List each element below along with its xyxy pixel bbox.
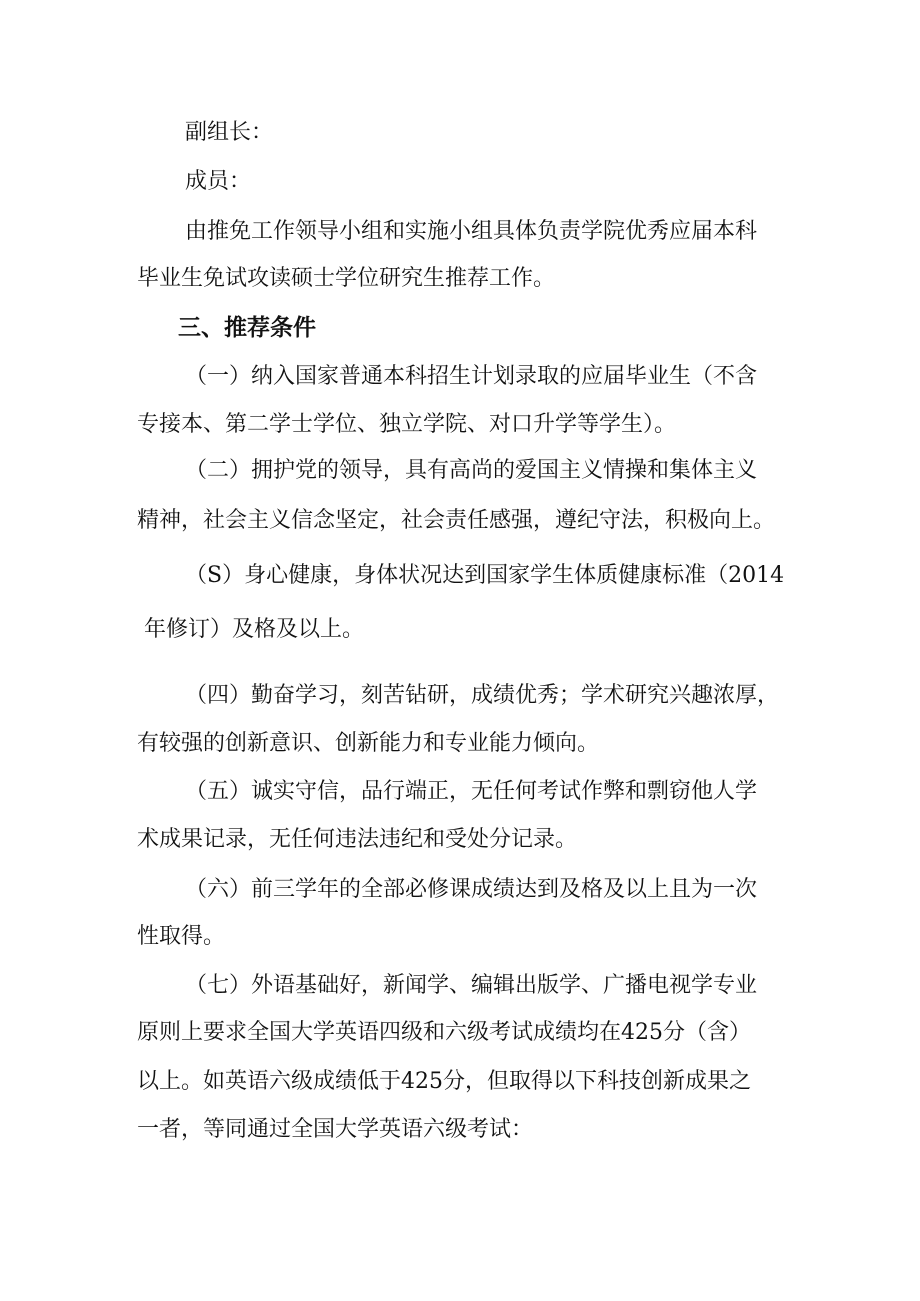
paragraph-line: （四）勤奋学习，刻苦钻研，成绩优秀；学术研究兴趣浓厚， (185, 683, 780, 708)
paragraph-line: （S）身心健康，身体状况达到国家学生体质健康标准（2014 (185, 563, 785, 588)
paragraph-line: 毕业生免试攻读硕士学位研究生推荐工作。 (137, 266, 556, 291)
paragraph-line: （五）诚实守信，品行端正，无任何考试作弊和剽窃他人学 (185, 779, 758, 804)
paragraph-line: （二）拥护党的领导，具有高尚的爱国主义情操和集体主义 (185, 458, 758, 483)
paragraph-line: 一者，等同通过全国大学英语六级考试： (137, 1117, 534, 1142)
members-label: 成员： (185, 169, 252, 194)
paragraph-line: 精神，社会主义信念坚定，社会责任感强，遵纪守法，积极向上。 (137, 508, 776, 533)
paragraph-line: 由推免工作领导小组和实施小组具体负责学院优秀应届本科 (185, 219, 758, 244)
paragraph-line: （一）纳入国家普通本科招生计划录取的应届毕业生（不含 (185, 364, 758, 389)
paragraph-line: 以上。如英语六级成绩低于425分，但取得以下科技创新成果之 (137, 1069, 751, 1094)
paragraph-line: 有较强的创新意识、创新能力和专业能力倾向。 (137, 731, 600, 756)
paragraph-line: 性取得。 (137, 924, 226, 949)
paragraph-line: 原则上要求全国大学英语四级和六级考试成绩均在425分（含） (137, 1020, 751, 1045)
paragraph-line: 年修订）及格及以上。 (144, 617, 365, 642)
paragraph-line: 术成果记录，无任何违法违纪和受处分记录。 (137, 827, 578, 852)
paragraph-line: （七）外语基础好，新闻学、编辑出版学、广播电视学专业 (185, 973, 758, 998)
section-heading: 三、推荐条件 (178, 315, 316, 341)
vice-leader-label: 副组长： (185, 120, 274, 145)
paragraph-line: （六）前三学年的全部必修课成绩达到及格及以上且为一次 (185, 877, 758, 902)
paragraph-line: 专接本、第二学士学位、独立学院、对口升学等学生）。 (137, 412, 677, 437)
